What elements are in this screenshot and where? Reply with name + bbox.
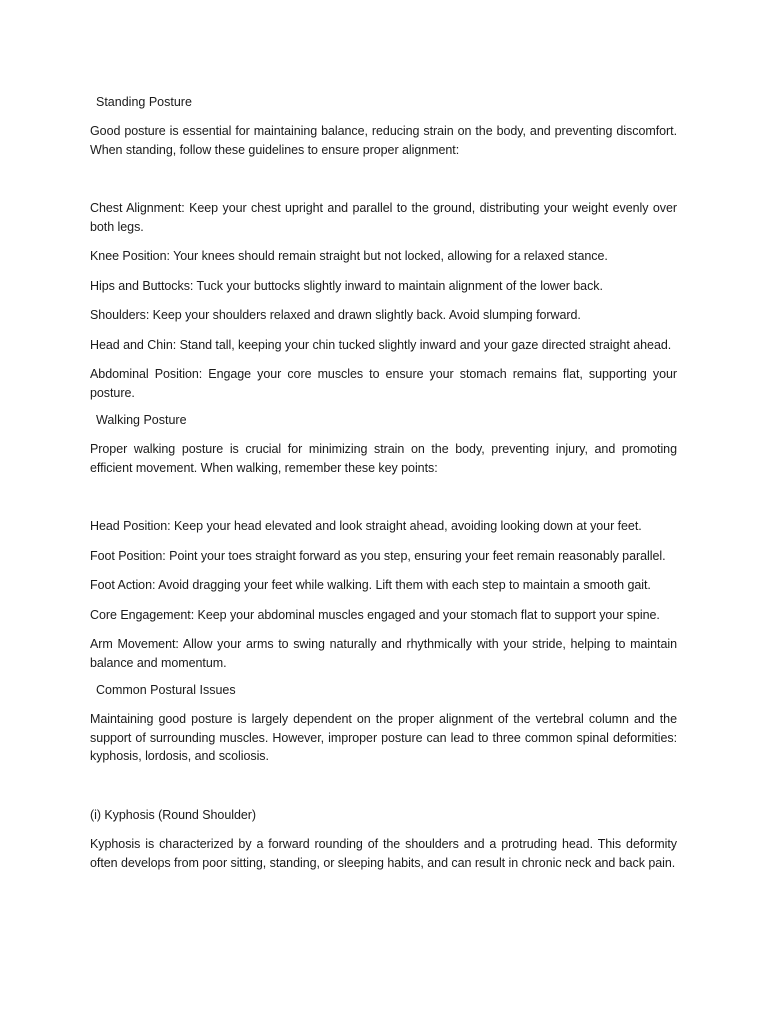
walking-item-foot-action: Foot Action: Avoid dragging your feet while walking. Lift them with each step to maintain a smooth gait. (90, 578, 651, 592)
blank-line (90, 170, 677, 199)
walking-intro-paragraph: Proper walking posture is crucial for minimizing strain on the body, preventing injury, and promoting efficient movement. When walking, remember these key points: (90, 442, 677, 475)
blank-line (90, 777, 677, 806)
kyphosis-subheading: (i) Kyphosis (Round Shoulder) (90, 807, 256, 822)
walking-item-foot-position: Foot Position: Point your toes straight forward as you step, ensuring your feet remain reasonably parallel. (90, 548, 666, 563)
section-heading-common-postural-issues: Common Postural Issues (96, 683, 236, 697)
standing-item-abdominal-position: Abdominal Position: Engage your core muscles to ensure your stomach remains flat, supporting your posture. (90, 367, 677, 400)
document-page (90, 93, 677, 883)
kyphosis-description-paragraph: Kyphosis is characterized by a forward rounding of the shoulders and a protruding head. This deformity often develops from poor sitting, standing, or sleeping habits, and can result in chronic neck and back pain. (90, 837, 677, 870)
walking-item-head-position: Head Position: Keep your head elevated and look straight ahead, avoiding looking down at your feet. (90, 519, 642, 533)
standing-item-chest-alignment: Chest Alignment: Keep your chest upright and parallel to the ground, distributing your weight evenly over both legs. (90, 201, 677, 234)
standing-item-shoulders: Shoulders: Keep your shoulders relaxed and drawn slightly back. Avoid slumping forward. (90, 308, 581, 322)
standing-item-head-chin: Head and Chin: Stand tall, keeping your chin tucked slightly inward and your gaze directed straight ahead. (90, 337, 672, 352)
section-heading-standing-posture: Standing Posture (96, 95, 192, 109)
walking-item-core-engagement: Core Engagement: Keep your abdominal muscles engaged and your stomach flat to support your spine. (90, 607, 660, 622)
section-heading-walking-posture: Walking Posture (96, 413, 187, 427)
standing-intro-paragraph: Good posture is essential for maintaining balance, reducing strain on the body, and preventing discomfort. When standing, follow these guidelines to ensure proper alignment: (90, 124, 677, 157)
blank-line (90, 488, 677, 517)
walking-item-arm-movement: Arm Movement: Allow your arms to swing naturally and rhythmically with your stride, helping to maintain balance and momentum. (90, 637, 677, 670)
standing-item-hips-buttocks: Hips and Buttocks: Tuck your buttocks slightly inward to maintain alignment of the lower back. (90, 278, 603, 293)
postural-issues-intro-paragraph: Maintaining good posture is largely dependent on the proper alignment of the vertebral column and the support of surrounding muscles. However, improper posture can lead to three common spinal deformities: kyphosis, lordosis, and scoliosis. (90, 712, 677, 763)
standing-item-knee-position: Knee Position: Your knees should remain straight but not locked, allowing for a relaxed stance. (90, 249, 608, 263)
